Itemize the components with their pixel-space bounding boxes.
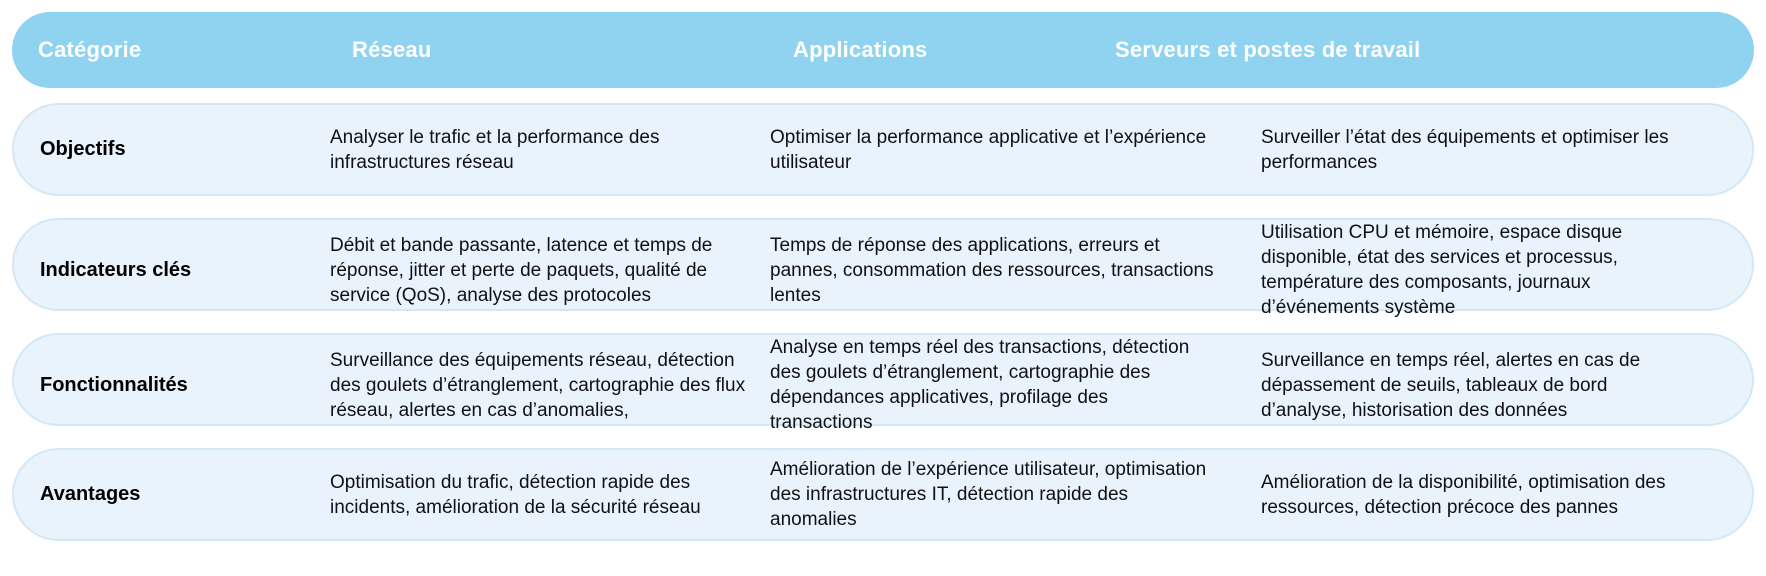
row-label-indicateurs-cles: Indicateurs clés: [40, 258, 192, 281]
table-row-indicateurs-cles: [12, 218, 1754, 318]
cell-objectifs-reseau: Analyser le trafic et la performance des infrastructures réseau: [330, 126, 660, 173]
table-header-row: [12, 12, 1754, 88]
cell-indicateurs-reseau: Débit et bande passante, latence et temps de réponse, jitter et perte de paquets, qualité de service (QoS), analyse des protocoles: [330, 234, 713, 306]
row-label-avantages: Avantages: [40, 483, 141, 505]
cell-avantages-serveurs: Amélioration de la disponibilité, optimisation des ressources, détection précoce des pannes: [1261, 471, 1666, 518]
cell-indicateurs-applications: Temps de réponse des applications, erreurs et pannes, consommation des ressources, transactions lentes: [770, 234, 1214, 306]
header-serveurs-postes: Serveurs et postes de travail: [1115, 37, 1421, 62]
cell-objectifs-applications: Optimiser la performance applicative et l’expérience utilisateur: [770, 126, 1207, 173]
cell-fonctionnalites-serveurs: Surveillance en temps réel, alertes en cas de dépassement de seuils, tableaux de bord d’analyse, historisation des données: [1261, 349, 1641, 421]
header-applications: Applications: [793, 37, 928, 62]
cell-fonctionnalites-reseau: Surveillance des équipements réseau, détection des goulets d’étranglement, cartographie des flux réseau, alertes en cas d’anomalies,: [330, 349, 746, 421]
header-categorie: Catégorie: [38, 37, 142, 62]
row-label-objectifs: Objectifs: [40, 138, 126, 160]
table-row-avantages: [12, 448, 1754, 541]
table-row-objectifs: [12, 103, 1754, 196]
monitoring-comparison-table: [0, 12, 1766, 541]
cell-fonctionnalites-applications: Analyse en temps réel des transactions, détection des goulets d’étranglement, cartographie des dépendances applicatives, profilage des transactions: [770, 337, 1190, 433]
cell-avantages-reseau: Optimisation du trafic, détection rapide des incidents, amélioration de la sécurité réseau: [330, 471, 701, 518]
header-reseau: Réseau: [352, 37, 432, 62]
cell-avantages-applications: Amélioration de l’expérience utilisateur, optimisation des infrastructures IT, détection rapide des anomalies: [770, 459, 1207, 530]
cell-indicateurs-serveurs: Utilisation CPU et mémoire, espace disque disponible, état des services et processus, température des composants, journaux d’événements système: [1261, 222, 1623, 318]
table-row-fonctionnalites: [12, 333, 1754, 433]
row-label-fonctionnalites: Fonctionnalités: [40, 373, 188, 396]
cell-objectifs-serveurs: Surveiller l’état des équipements et optimiser les performances: [1261, 126, 1669, 173]
